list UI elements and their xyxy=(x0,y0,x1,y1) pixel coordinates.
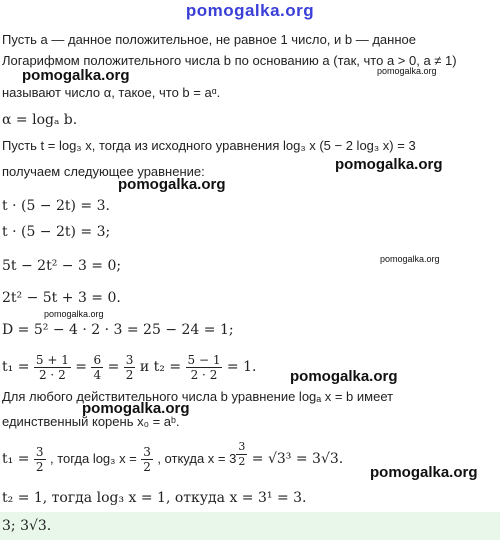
solution-middle: , тогда log₃ x = xyxy=(49,451,137,466)
roots-and: и t₂ = xyxy=(139,359,182,375)
fraction-numerator: 5 − 1 xyxy=(187,352,221,367)
fraction-denominator: 2 · 2 xyxy=(190,367,218,382)
root-fraction-3 xyxy=(124,353,136,382)
fraction-denominator: 2 xyxy=(143,459,151,474)
fraction-denominator: 2 xyxy=(125,367,134,382)
discriminant: D = 5² − 4 · 2 · 3 = 25 − 24 = 1; xyxy=(2,322,234,338)
fraction-numerator: 5 + 1 xyxy=(35,352,69,367)
solution-end: = √3³ = 3√3. xyxy=(251,451,344,467)
equation-1: t · (5 − 2t) = 3. xyxy=(2,198,110,214)
root-fraction-4 xyxy=(186,353,223,382)
fraction-denominator: 2 xyxy=(35,459,44,474)
property-line-1: Для любого действительного числа b уравнение logₐ x = b имеет xyxy=(2,389,394,404)
watermark: pomogalka.org xyxy=(380,254,440,264)
watermark: pomogalka.org xyxy=(82,400,190,417)
definition-formula: α = logₐ b. xyxy=(2,112,78,128)
fraction-numerator: 3 xyxy=(125,352,134,367)
fraction-numerator: 3 xyxy=(143,444,151,459)
solution-line-1 xyxy=(2,440,343,478)
equation-4: 2t² − 5t + 3 = 0. xyxy=(2,290,121,306)
watermark: pomogalka.org xyxy=(335,156,443,173)
equals-sign: = xyxy=(75,359,88,375)
answer-text: 3; 3√3. xyxy=(2,518,52,534)
exponent-denominator: 2 xyxy=(238,455,246,468)
exponent-numerator: 3 xyxy=(238,440,246,453)
fraction-denominator: 4 xyxy=(93,367,102,382)
root-fraction-1 xyxy=(34,353,71,382)
answer-box xyxy=(0,512,500,540)
roots-prefix: t₁ = xyxy=(2,359,30,375)
solution-middle-2: , откуда x = 3 xyxy=(157,451,237,466)
watermark: pomogalka.org xyxy=(22,67,130,84)
fraction-numerator: 3 xyxy=(35,444,44,459)
site-header[interactable]: pomogalka.org xyxy=(185,1,315,20)
solution-line-2: t₂ = 1, тогда log₃ x = 1, откуда x = 3¹ = 3. xyxy=(2,490,307,506)
watermark: pomogalka.org xyxy=(370,464,478,481)
solution-fraction xyxy=(34,445,46,474)
definition-line-2: Логарифмом положительного числа b по основанию a (так, что a > 0, a ≠ 1) xyxy=(2,53,457,68)
fraction-denominator: 2 · 2 xyxy=(38,367,66,382)
definition-line-3: называют число α, такое, что b = aᵅ. xyxy=(2,85,221,100)
solution-exponent xyxy=(236,440,247,469)
watermark: pomogalka.org xyxy=(290,368,398,385)
equation-2: t · (5 − 2t) = 3; xyxy=(2,224,111,240)
watermark: pomogalka.org xyxy=(44,309,104,319)
roots-end: = 1. xyxy=(226,359,257,375)
solution-prefix: t₁ = xyxy=(2,451,30,467)
equation-3: 5t − 2t² − 3 = 0; xyxy=(2,258,122,274)
watermark: pomogalka.org xyxy=(377,66,437,76)
substitution-line-1: Пусть t = log₃ x, тогда из исходного уравнения log₃ x (5 − 2 log₃ x) = 3 xyxy=(2,138,416,153)
solution-fraction-2 xyxy=(141,445,153,474)
definition-line-1: Пусть a — данное положительное, не равное 1 число, и b — данное xyxy=(2,32,416,47)
equals-sign: = xyxy=(107,359,120,375)
substitution-line-2: получаем следующее уравнение: xyxy=(2,164,205,179)
fraction-numerator: 6 xyxy=(93,352,102,367)
watermark: pomogalka.org xyxy=(118,176,226,193)
property-line-2: единственный корень x₀ = aᵇ. xyxy=(2,414,180,429)
roots-line xyxy=(2,350,256,384)
root-fraction-2 xyxy=(91,353,103,382)
